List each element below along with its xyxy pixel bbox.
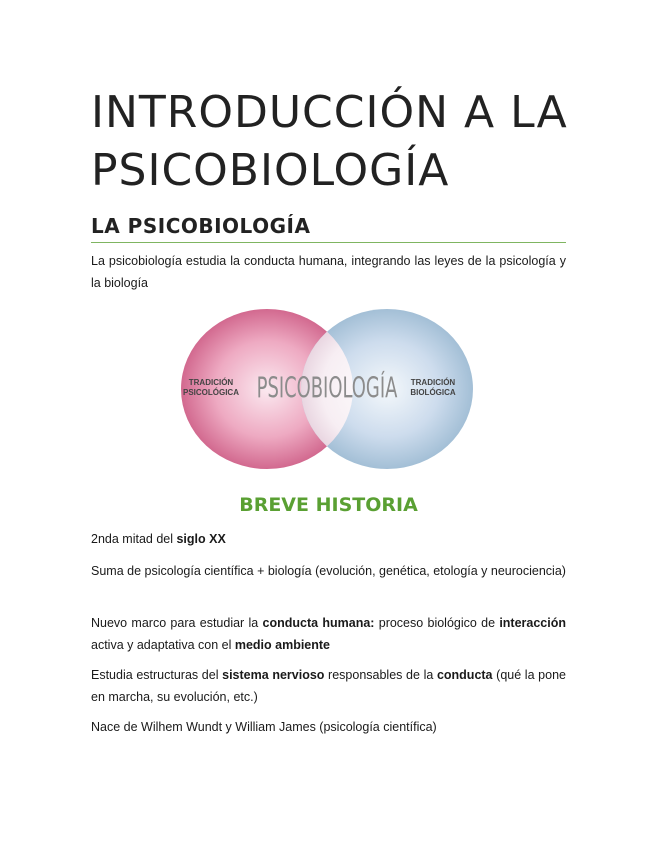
history-paragraph-3: Nuevo marco para estudiar la conducta humana: proceso biológico de interacción activa y adaptativa con el medio ambiente — [91, 616, 566, 652]
venn-diagram — [181, 305, 473, 475]
intro-paragraph: La psicobiología estudia la conducta humana, integrando las leyes de la psicología y la biología — [91, 254, 566, 290]
history-paragraph-4: Estudia estructuras del sistema nervioso responsables de la conducta (qué la pone en marcha, su evolución, etc.) — [91, 668, 566, 704]
center-label: PSICOBIOLOGÍA — [256, 371, 398, 405]
right-label-line-1: TRADICIÓN — [410, 378, 456, 387]
page-title — [91, 84, 571, 200]
history-paragraph-5: Nace de Wilhem Wundt y William James (psicología científica) — [91, 720, 437, 734]
right-label-line-2: BIOLÓGICA — [410, 388, 456, 397]
history-paragraph-2: Suma de psicología científica + biología (evolución, genética, etología y neurociencia) — [91, 564, 566, 578]
title-line-1: INTRODUCCIÓN A LA — [91, 87, 568, 138]
left-label-line-2: PSICOLÓGICA — [182, 388, 240, 397]
history-heading: BREVE HISTORIA — [239, 494, 418, 516]
title-line-2: PSICOBIOLOGÍA — [91, 145, 450, 196]
history-paragraph-1: 2nda mitad del siglo XX — [91, 532, 226, 546]
section-heading: LA PSICOBIOLOGÍA — [91, 214, 566, 243]
left-label-line-1: TRADICIÓN — [188, 378, 234, 387]
